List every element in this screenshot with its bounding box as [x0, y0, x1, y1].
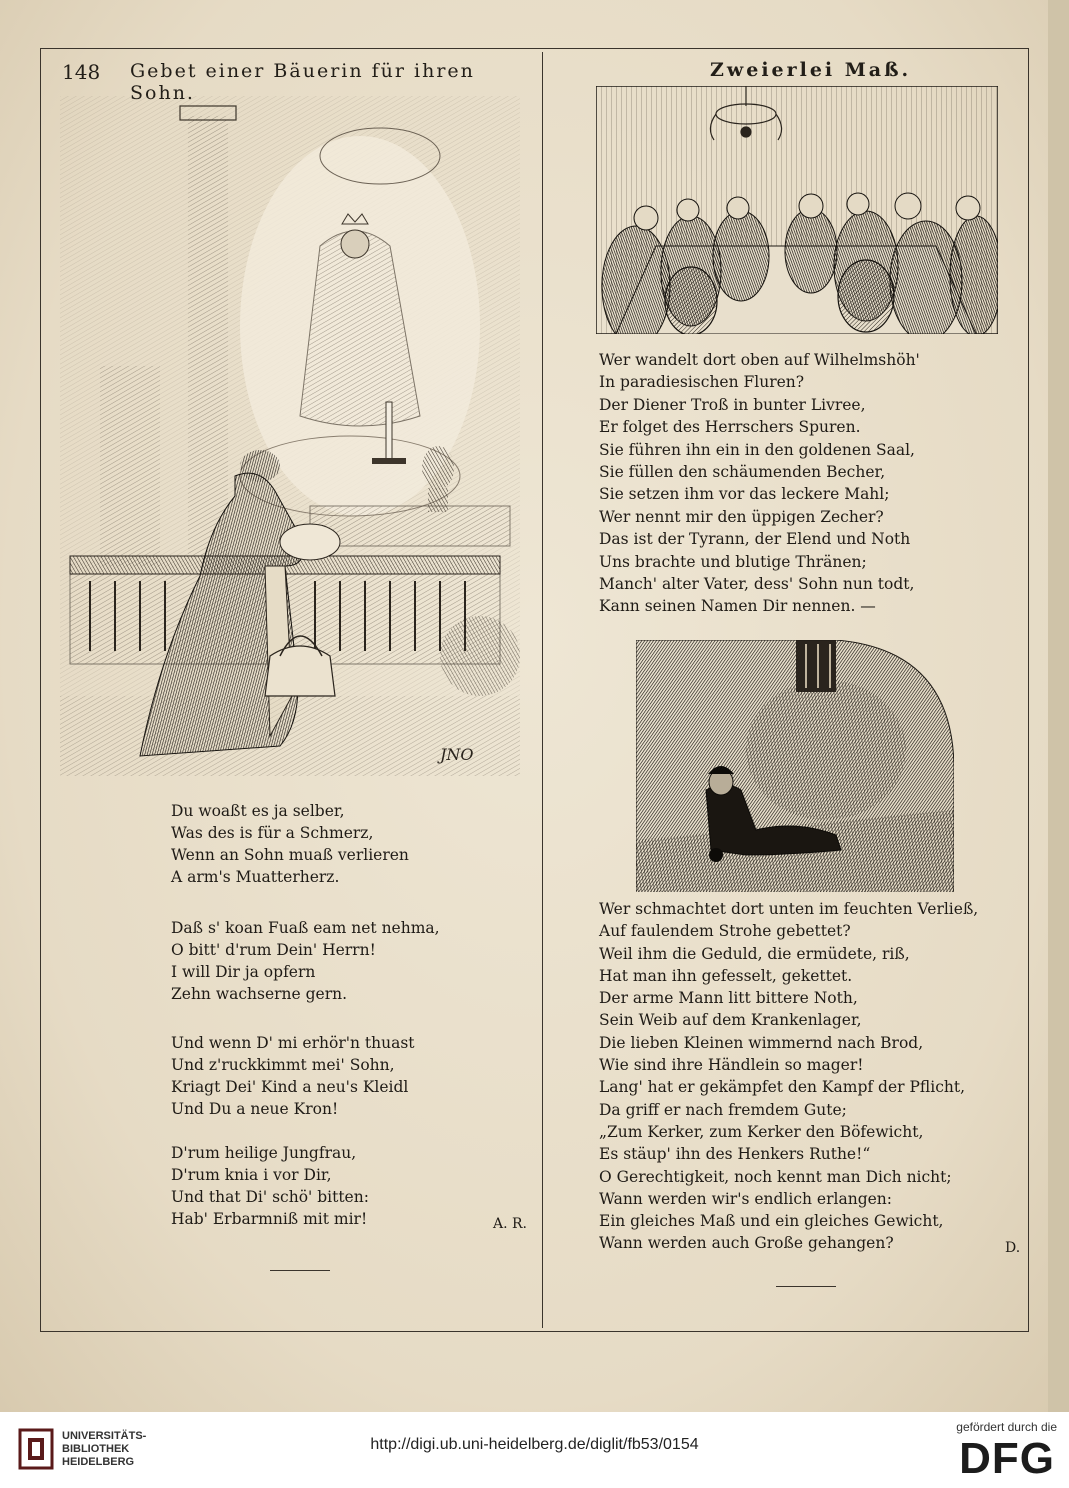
poem-line: Sie setzen ihm vor das leckere Mahl;	[599, 485, 890, 504]
poem-line: Hab' Erbarmniß mit mir!	[171, 1210, 368, 1228]
poem-line: O bitt' d'rum Dein' Herrn!	[171, 941, 376, 959]
poem-line: Kann seinen Namen Dir nennen. —	[599, 597, 876, 616]
poem-line: Uns brachte und blutige Thränen;	[599, 552, 867, 571]
page-edge	[1048, 0, 1069, 1412]
right-poem-signature: D.	[1005, 1240, 1021, 1256]
poem-line: Zehn wachserne gern.	[171, 985, 348, 1003]
poem-line: Wann werden wir's endlich erlangen:	[599, 1189, 892, 1208]
poem-line: Wer schmachtet dort unten im feuchten Verließ,	[599, 900, 979, 918]
poem-line: Wer wandelt dort oben auf Wilhelmshöh'	[599, 351, 920, 369]
poem-line: Lang' hat er gekämpfet den Kampf der Pflicht,	[599, 1078, 966, 1097]
poem-line: A arm's Muatterherz.	[171, 868, 340, 886]
poem-line: Er folget des Herrschers Spuren.	[599, 418, 861, 437]
left-end-rule	[270, 1270, 330, 1271]
poem-line: Ein gleiches Maß und ein gleiches Gewicht,	[599, 1212, 944, 1231]
poem-line: Wie sind ihre Händlein so mager!	[599, 1056, 864, 1075]
dfg-logo: DFG	[959, 1434, 1055, 1483]
page-number: 148	[62, 60, 101, 84]
left-poem-stanza-1	[171, 800, 501, 888]
right-column-title: Zweierlei Maß.	[710, 59, 912, 81]
left-poem-signature: A. R.	[493, 1216, 528, 1232]
left-poem-stanza-3	[171, 1032, 501, 1120]
poem-line: Sie füllen den schäumenden Becher,	[599, 463, 886, 482]
illustration-banquet	[596, 86, 998, 334]
poem-line: Und wenn D' mi erhör'n thuast	[171, 1034, 415, 1052]
poem-line: Und Du a neue Kron!	[171, 1100, 339, 1118]
library-name-line: BIBLIOTHEK	[62, 1443, 130, 1455]
poem-line: Das ist der Tyrann, der Elend und Noth	[599, 530, 911, 549]
poem-line: Der arme Mann litt bittere Noth,	[599, 989, 858, 1008]
poem-line: D'rum knia i vor Dir,	[171, 1166, 332, 1184]
poem-line: D'rum heilige Jungfrau,	[171, 1144, 357, 1162]
library-name-line: UNIVERSITÄTS-	[62, 1430, 147, 1442]
left-column-title: Gebet einer Bäuerin für ihren Sohn.	[130, 60, 475, 104]
viewer-footer	[0, 1412, 1069, 1488]
sponsor-caption: gefördert durch die	[956, 1420, 1057, 1434]
library-name-line: HEIDELBERG	[62, 1456, 135, 1468]
right-poem-part-1	[599, 349, 999, 618]
poem-line: Was des is für a Schmerz,	[171, 824, 374, 842]
poem-line: Wer nennt mir den üppigen Zecher?	[599, 507, 884, 526]
illustration-praying-woman	[60, 96, 520, 776]
left-poem-stanza-2	[171, 917, 501, 1005]
artist-monogram: JNO	[440, 745, 474, 764]
poem-line: Sein Weib auf dem Krankenlager,	[599, 1011, 862, 1030]
page-url-link[interactable]: http://digi.ub.uni-heidelberg.de/diglit/fb53/0154	[370, 1436, 699, 1453]
poem-line: Es stäup' ihn des Henkers Ruthe!“	[599, 1145, 871, 1164]
poem-line: Wann werden auch Große gehangen?	[599, 1234, 894, 1253]
left-poem-stanza-4	[171, 1142, 501, 1230]
right-end-rule	[776, 1286, 836, 1287]
poem-line: Kriagt Dei' Kind a neu's Kleidl	[171, 1078, 409, 1096]
poem-line: Die lieben Kleinen wimmernd nach Brod,	[599, 1033, 924, 1052]
poem-line: Daß s' koan Fuaß eam net nehma,	[171, 919, 440, 937]
poem-line: „Zum Kerker, zum Kerker den Böfewicht,	[599, 1122, 924, 1141]
poem-line: Und that Di' schö' bitten:	[171, 1188, 369, 1206]
poem-line: Der Diener Troß in bunter Livree,	[599, 395, 866, 414]
right-poem-part-2	[599, 898, 1019, 1255]
poem-line: Da griff er nach fremdem Gute;	[599, 1100, 847, 1119]
illustration-dungeon	[636, 640, 954, 892]
poem-line: Weil ihm die Geduld, die ermüdete, riß,	[599, 944, 910, 963]
poem-line: In paradiesischen Fluren?	[599, 373, 805, 392]
column-divider	[542, 52, 543, 1328]
poem-line: Wenn an Sohn muaß verlieren	[171, 846, 409, 864]
poem-line: I will Dir ja opfern	[171, 963, 316, 981]
poem-line: O Gerechtigkeit, noch kennt man Dich nicht;	[599, 1167, 952, 1186]
poem-line: Sie führen ihn ein in den goldenen Saal,	[599, 440, 915, 459]
poem-line: Und z'ruckkimmt mei' Sohn,	[171, 1056, 395, 1074]
poem-line: Auf faulendem Strohe gebettet?	[599, 922, 851, 941]
poem-line: Hat man ihn gefesselt, gekettet.	[599, 966, 853, 985]
poem-line: Du woaßt es ja selber,	[171, 802, 345, 820]
poem-line: Manch' alter Vater, dess' Sohn nun todt,	[599, 575, 915, 594]
